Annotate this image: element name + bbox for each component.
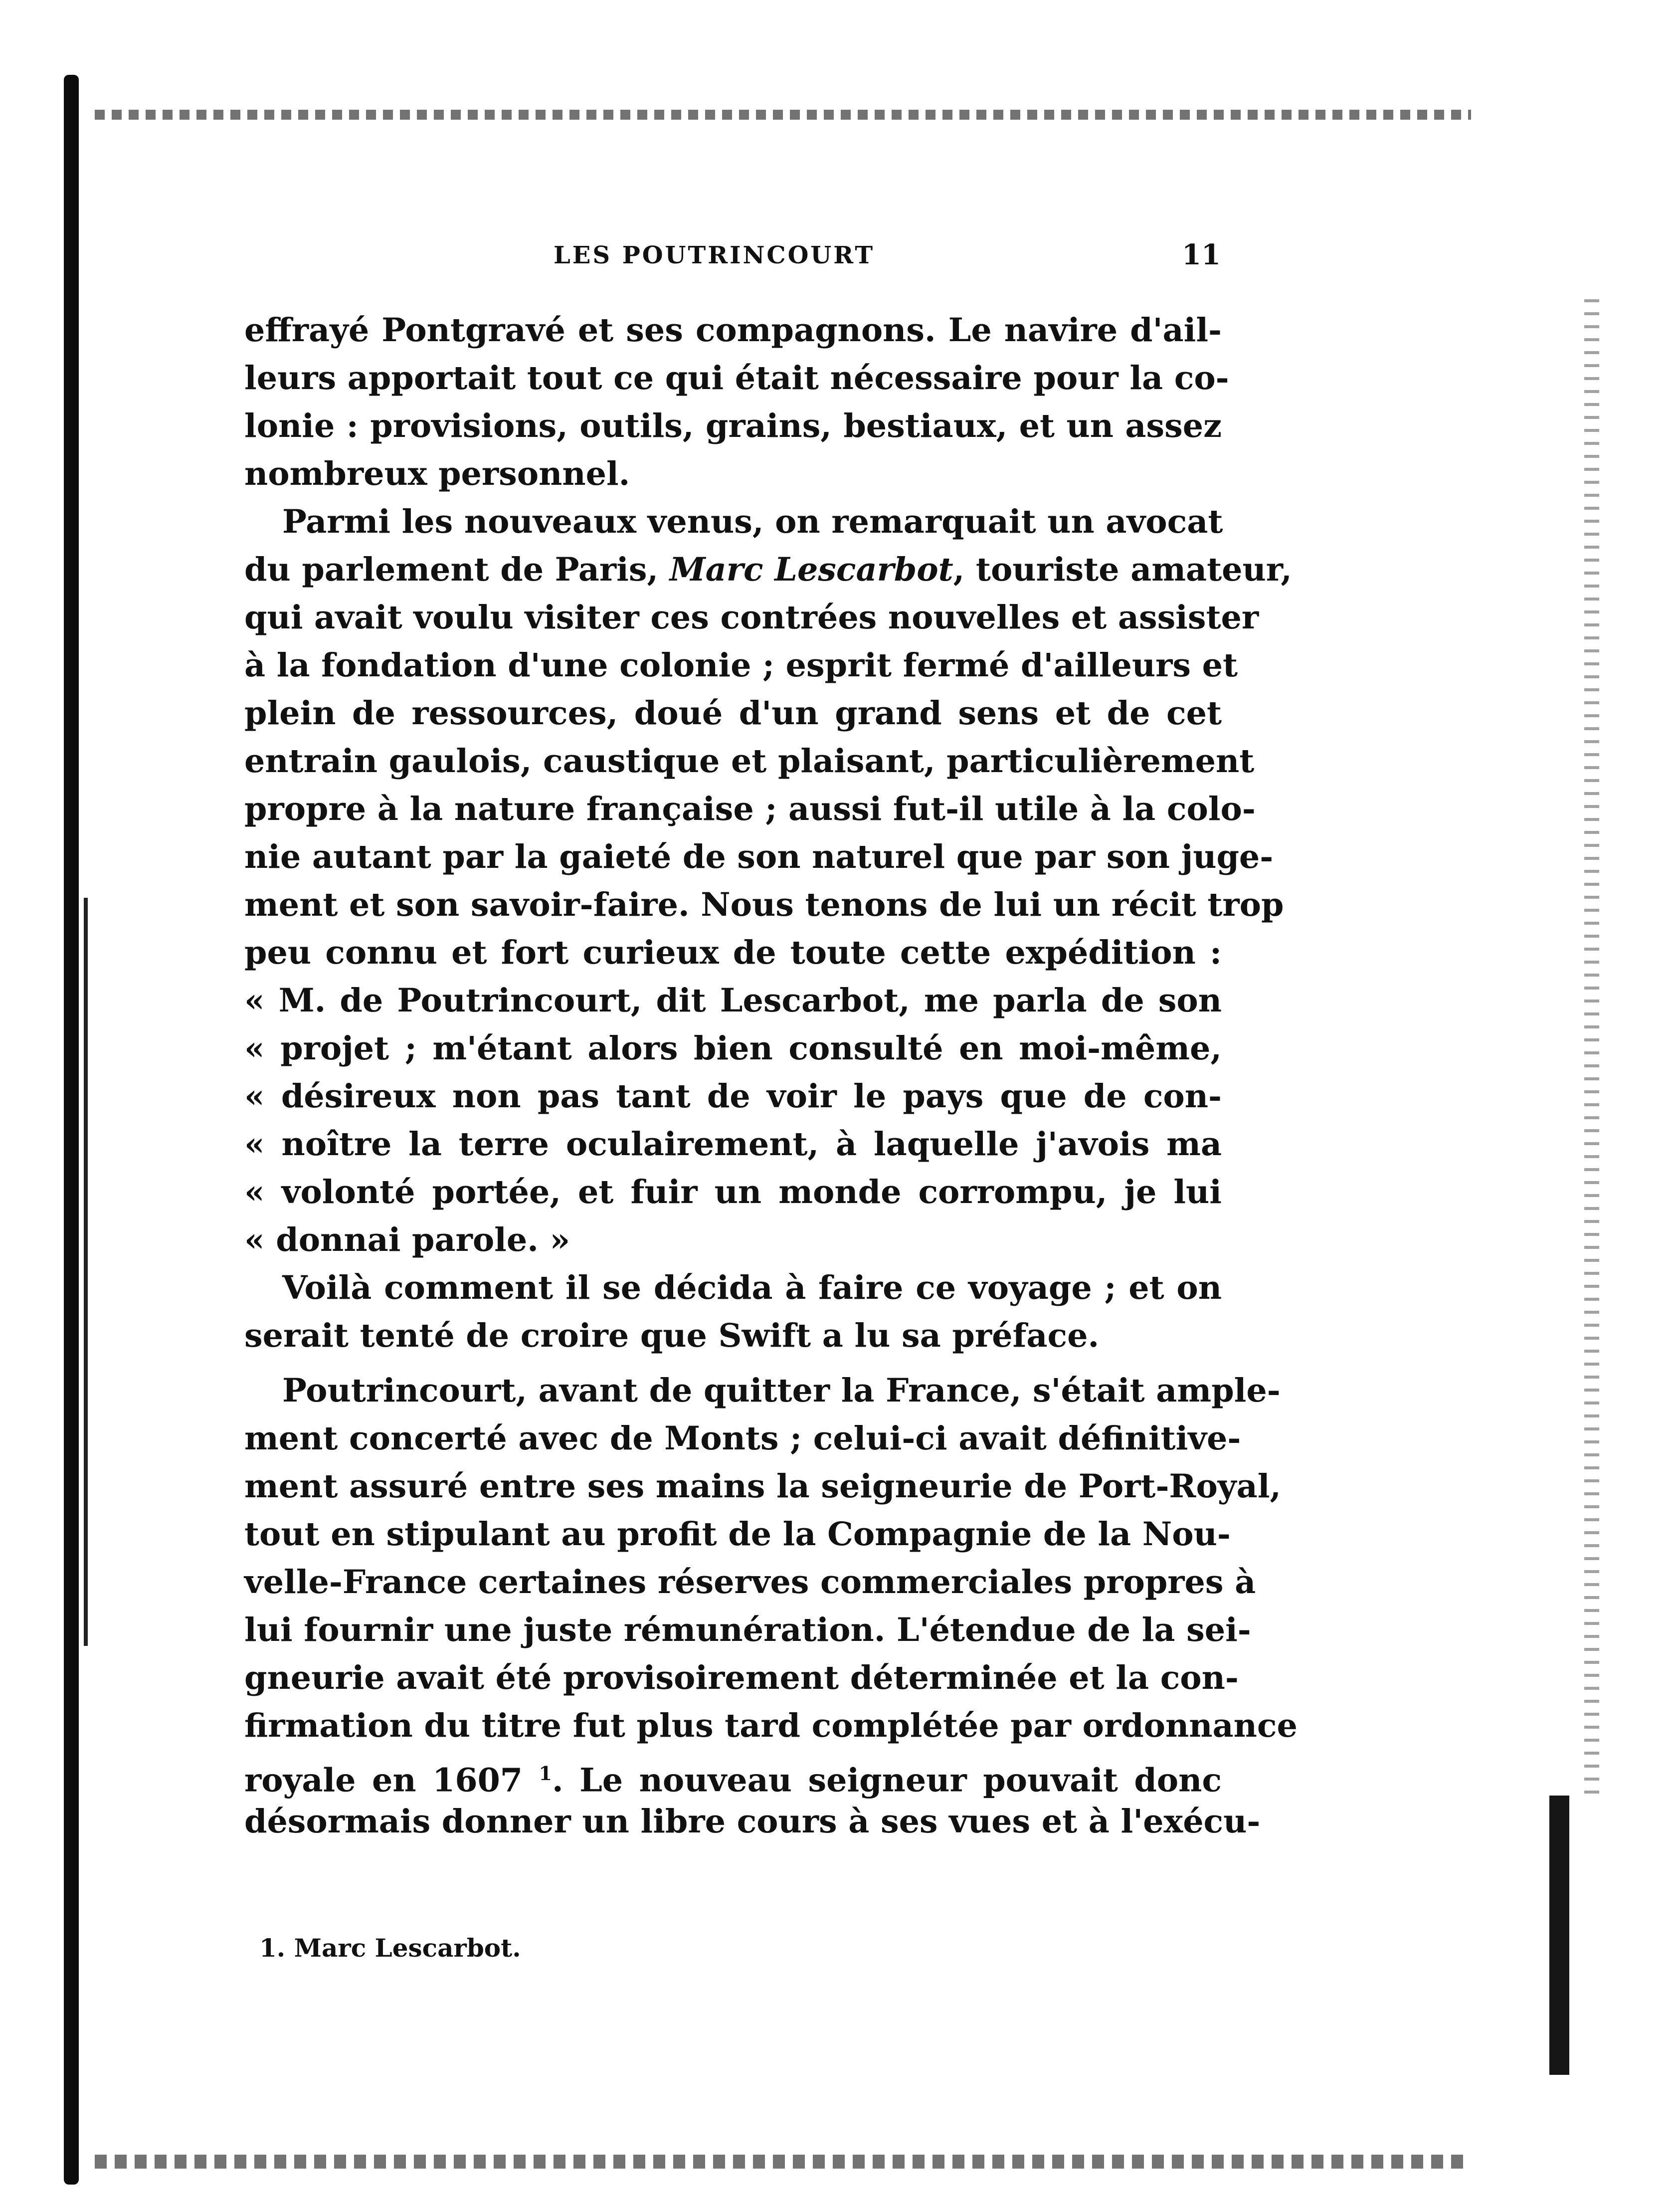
text-line: désormais donner un libre cours à ses vues et à l'exécu- xyxy=(244,1803,1261,1840)
text-line-with-footnote xyxy=(244,1750,1222,1798)
text-line: entrain gaulois, caustique et plaisant, particulièrement xyxy=(244,742,1255,780)
text-line: nombreux personnel. xyxy=(244,455,630,493)
quote-line: « volonté portée, et fuir un monde corrompu, je lui xyxy=(244,1173,1222,1211)
text-line: à la fondation d'une colonie ; esprit fermé d'ailleurs et xyxy=(244,646,1238,684)
text-line: Poutrincourt, avant de quitter la France, s'était ample- xyxy=(282,1372,1281,1409)
text-line: leurs apportait tout ce qui était nécessaire pour la co- xyxy=(244,359,1229,397)
text-line: ment assuré entre ses mains la seigneurie de Port-Royal, xyxy=(244,1467,1282,1505)
text-line: nie autant par la gaieté de son naturel que par son juge- xyxy=(244,838,1274,876)
scan-border-right xyxy=(1549,1796,1569,2075)
text-line: tout en stipulant au profit de la Compagnie de la Nou- xyxy=(244,1515,1231,1553)
quote-line: « M. de Poutrincourt, dit Lescarbot, me parla de son xyxy=(244,982,1222,1019)
text-line: gneurie avait été provisoirement déterminée et la con- xyxy=(244,1659,1239,1697)
text-line: ment concerté avec de Monts ; celui-ci avait définitive- xyxy=(244,1419,1241,1457)
page-number: 11 xyxy=(1182,238,1221,271)
quote-line: « donnai parole. » xyxy=(244,1221,570,1259)
quote-line: « désireux non pas tant de voir le pays que de con- xyxy=(244,1077,1222,1115)
text-line: plein de ressources, doué d'un grand sens et de cet xyxy=(244,694,1222,732)
text-line: propre à la nature française ; aussi fut-il utile à la colo- xyxy=(244,790,1256,828)
text-fragment: , touriste amateur, xyxy=(953,551,1292,589)
scan-border-top xyxy=(95,110,1471,120)
text-line: qui avait voulu visiter ces contrées nouvelles et assister xyxy=(244,599,1259,636)
text-fragment: . Le nouveau seigneur pouvait donc xyxy=(552,1761,1222,1800)
body-text xyxy=(244,306,1298,1845)
footnote-marker: 1 xyxy=(539,1762,552,1785)
text-fragment: du parlement de Paris, xyxy=(244,551,670,589)
italic-name: Marc Lescarbot xyxy=(669,551,953,589)
scan-border-left xyxy=(64,75,79,2185)
running-head: LES POUTRINCOURT xyxy=(554,241,875,269)
text-line: effrayé Pontgravé et ses compagnons. Le navire d'ail- xyxy=(244,311,1222,349)
scan-speckle-right xyxy=(1584,299,1599,1796)
text-line: Parmi les nouveaux venus, on remarquait un avocat xyxy=(282,503,1223,541)
text-line: lonie : provisions, outils, grains, bestiaux, et un assez xyxy=(244,407,1222,445)
quote-line: « projet ; m'étant alors bien consulté en moi-même, xyxy=(244,1029,1222,1067)
text-fragment: royale en 1607 xyxy=(244,1761,539,1800)
text-line: serait tenté de croire que Swift a lu sa préface. xyxy=(244,1317,1100,1355)
text-line: lui fournir une juste rémunération. L'étendue de la sei- xyxy=(244,1611,1251,1649)
quote-line: « noître la terre oculairement, à laquelle j'avois ma xyxy=(244,1125,1222,1163)
text-line: velle-France certaines réserves commerciales propres à xyxy=(244,1563,1256,1601)
footnote: 1. Marc Lescarbot. xyxy=(259,1933,521,1963)
text-line: peu connu et fort curieux de toute cette expédition : xyxy=(244,934,1222,972)
text-line: Voilà comment il se décida à faire ce voyage ; et on xyxy=(282,1269,1222,1307)
text-line-with-name xyxy=(244,546,1292,594)
text-line: ment et son savoir-faire. Nous tenons de lui un récit trop xyxy=(244,886,1284,924)
text-line: firmation du titre fut plus tard complétée par ordonnance xyxy=(244,1707,1298,1745)
scan-border-left-inner xyxy=(84,898,88,1646)
scan-border-bottom xyxy=(95,2155,1471,2169)
